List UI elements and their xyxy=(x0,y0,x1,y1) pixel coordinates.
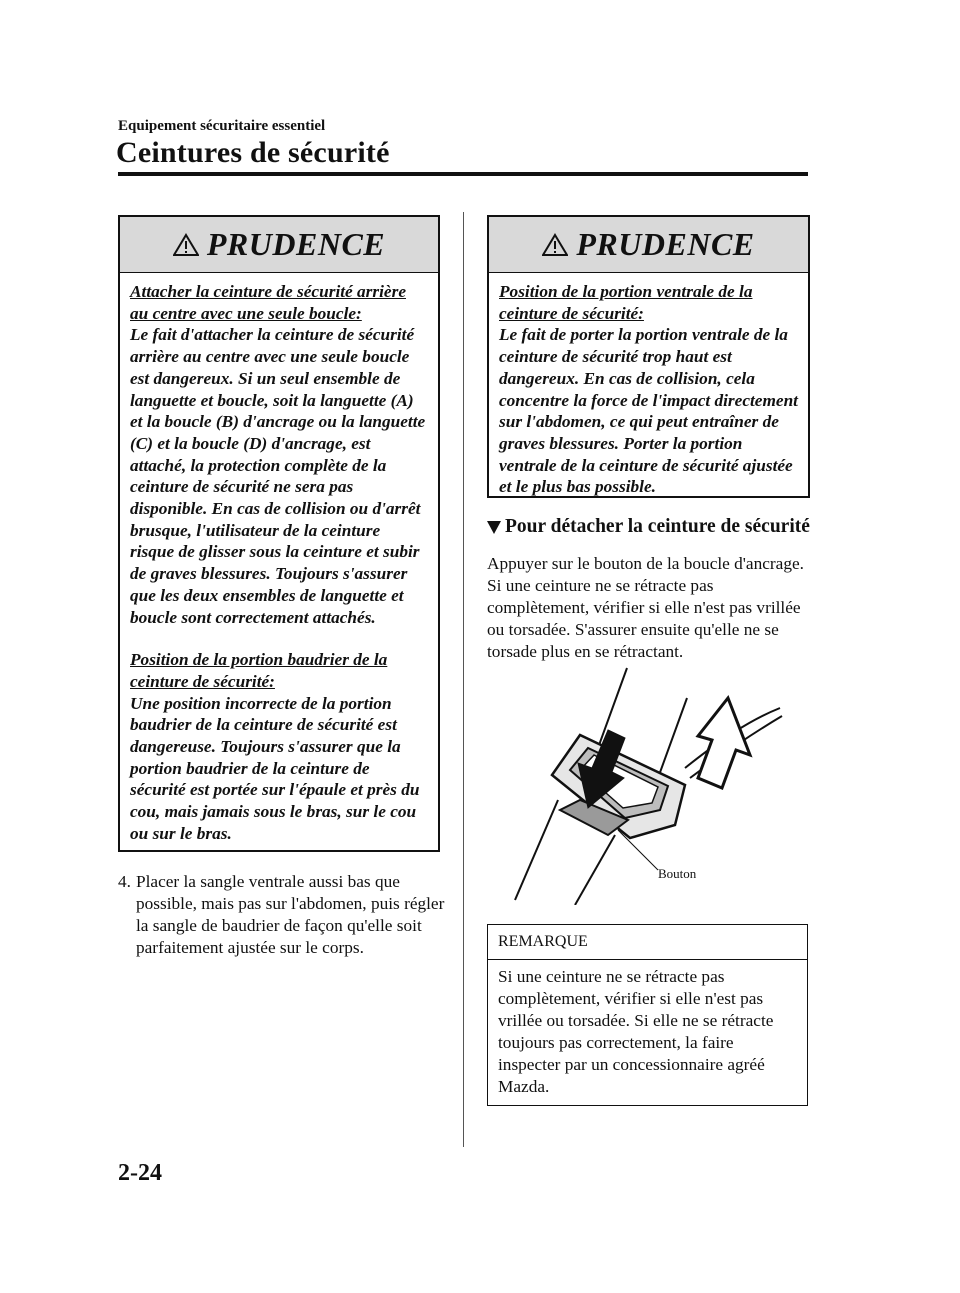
figure-label: Bouton xyxy=(658,866,697,881)
caution-box-left xyxy=(118,215,440,852)
warning-icon xyxy=(173,233,199,257)
caution-subheading: Position de la portion baudrier de la ceinture de sécurité: xyxy=(130,650,388,691)
page-title: Ceintures de sécurité xyxy=(116,136,390,169)
note-box xyxy=(487,924,808,1106)
caution-header xyxy=(489,217,808,273)
caution-label: PRUDENCE xyxy=(576,226,755,262)
caution-subheading: Position de la portion ventrale de la ceinture de sécurité: xyxy=(499,282,753,323)
caution-text: Une position incorrecte de la portion baudrier de la ceinture de sécurité est dangereuse. Toujours s'assurer que la portion baudrier de la ceinture de sécurité est portée sur l'épaule et près du cou, mais jamais sous le bras, sur le cou ou sur le bras. xyxy=(130,693,420,843)
caution-body xyxy=(120,273,438,853)
caution-text: Le fait de porter la portion ventrale de la ceinture de sécurité trop haut est dangereux. En cas de collision, cela concentre la force de l'impact directement sur l'abdomen, ce qui peut entraîner de graves blessures. Porter la portion ventrale de la ceinture de sécurité ajustée et le plus bas possible. xyxy=(499,325,798,497)
seatbelt-buckle-illustration xyxy=(500,660,800,905)
section-heading xyxy=(487,516,810,538)
warning-icon xyxy=(542,233,568,257)
note-title: REMARQUE xyxy=(488,925,807,960)
caution-header xyxy=(120,217,438,273)
section-label: Equipement sécuritaire essentiel xyxy=(118,118,326,134)
note-text: Si une ceinture ne se rétracte pas complètement, vérifier si elle n'est pas vrillée ou torsadée. Si elle ne se rétracte toujours pas correctement, la faire inspecter par un concessionnaire agréé Mazda. xyxy=(498,967,774,1096)
title-rule xyxy=(118,172,808,176)
caution-label: PRUDENCE xyxy=(206,226,386,262)
step-4 xyxy=(118,871,448,959)
caution-subheading: Attacher la ceinture de sécurité arrière au centre avec une seule boucle: xyxy=(130,282,406,323)
triangle-bullet-icon xyxy=(487,521,501,534)
page-number: 2-24 xyxy=(118,1160,162,1186)
caution-text: Le fait d'attacher la ceinture de sécurité arrière au centre avec une seule boucle est dangereux. Si un seul ensemble de languette et boucle, soit la languette (A) et la boucle (B) d'ancrage ou la languette (C) et la boucle (D) d'ancrage, est attaché, la protection complète de la ceinture de sécurité ne sera pas disponible. En cas de collision ou d'arrêt brusque, l'utilisateur de la ceinture risque de glisser sous la ceinture et subir de graves blessures. Toujours s'assurer que les deux ensembles de languette et boucle sont correctement attachés. xyxy=(130,325,426,627)
step-number: 4. xyxy=(118,872,131,891)
step-text: Placer la sangle ventrale aussi bas que possible, mais pas sur l'abdomen, puis régler la sangle de baudrier de façon qu'elle soit parfaitement ajustée sur le corps. xyxy=(136,872,445,957)
caution-box-right xyxy=(487,215,810,498)
instruction-paragraph: Appuyer sur le bouton de la boucle d'ancrage. Si une ceinture ne se rétracte pas complètement, vérifier si elle n'est pas vrillée ou torsadée. S'assurer ensuite qu'elle ne se torsade plus en se rétractant. xyxy=(487,554,804,661)
column-divider xyxy=(463,212,464,1147)
section-heading-text: Pour détacher la ceinture de sécurité xyxy=(505,516,810,537)
caution-body xyxy=(489,273,808,506)
